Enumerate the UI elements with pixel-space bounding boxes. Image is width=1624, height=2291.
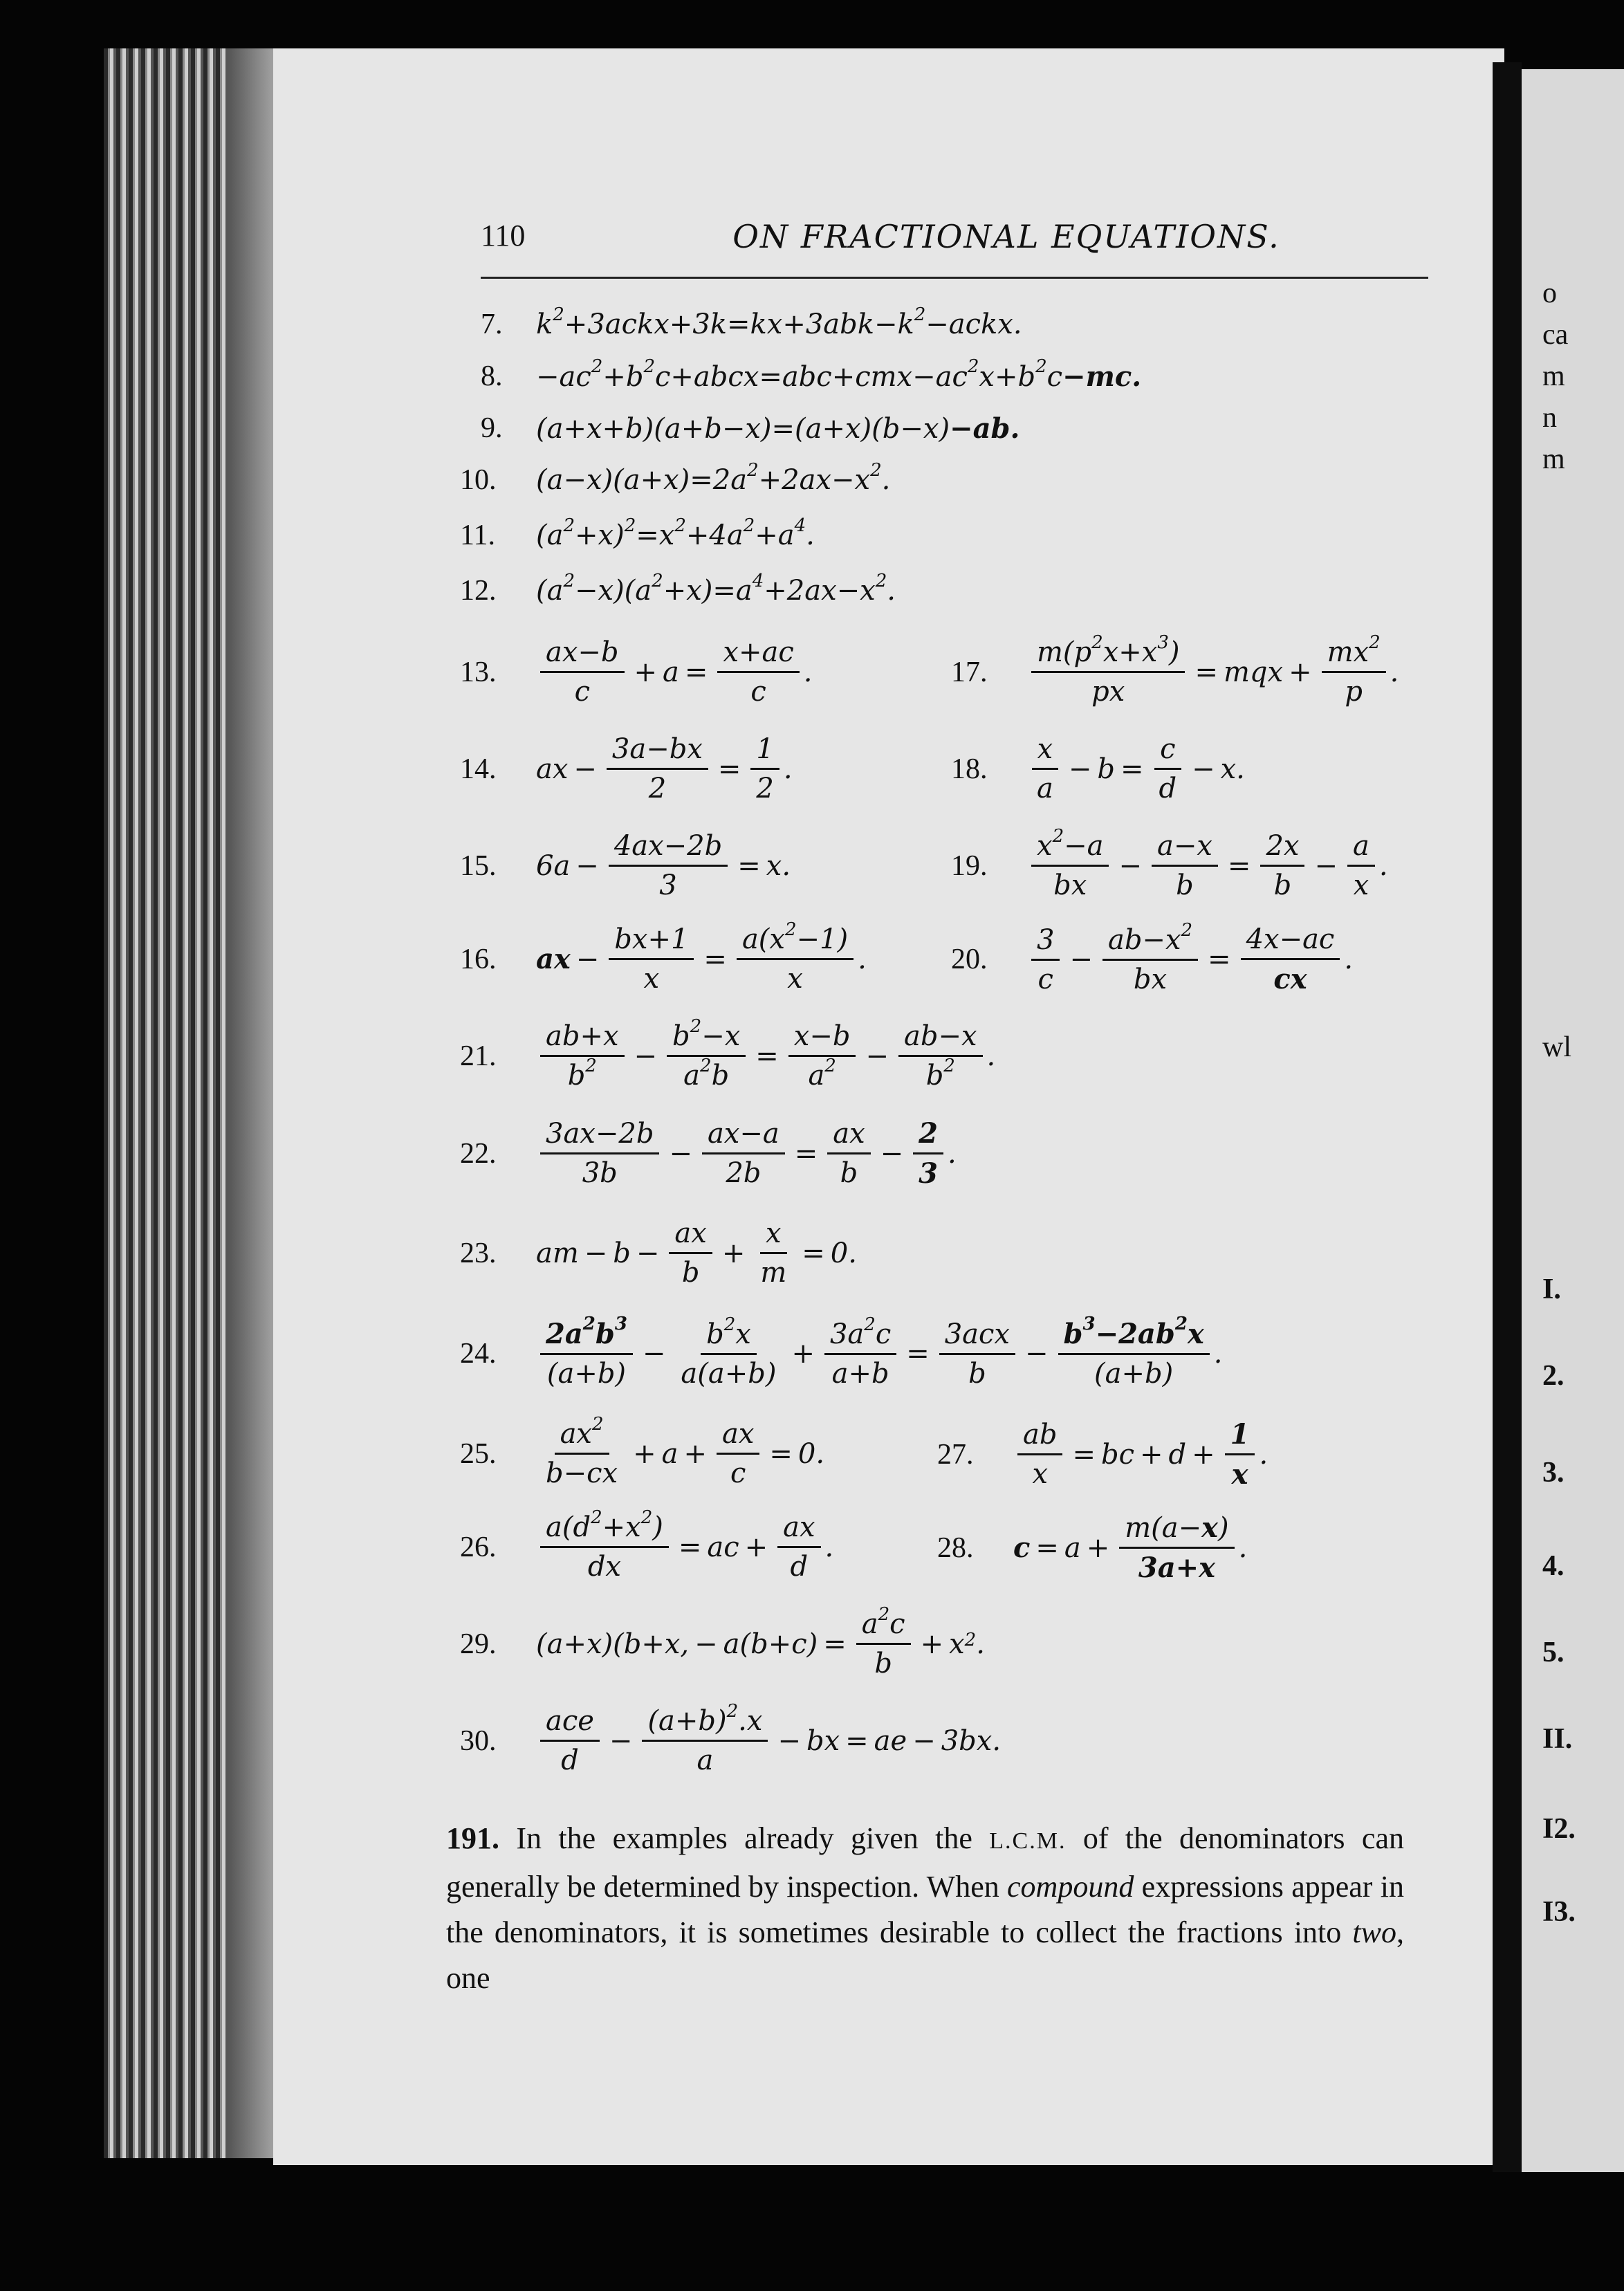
exercise-22: 22. $\frac{3ax-2b}{3b}$ − $\frac{ax-a}{2b}$ = $\frac{ax}{b}$ − $\frac{2}{3}$ . <box>460 1117 957 1190</box>
exercise-29: 29. (a+x)(b+x, − a(b+c) = $\frac{a^2c}{b}$ + x $^2$ . <box>460 1604 985 1680</box>
fragment-text: I2. <box>1542 1813 1576 1845</box>
exercise-number: 29. <box>460 1628 497 1660</box>
fragment-text: I. <box>1542 1273 1561 1305</box>
section-number: 191. <box>446 1821 499 1855</box>
fraction: $\frac{\text{ace}}{d}$ <box>540 1705 600 1776</box>
fraction: $\frac{3a-bx}{2}$ <box>607 733 708 804</box>
exercise-17: 17. $\frac{m(p^2x+x^3)}{px}$ = mqx + $\frac{mx^2}{p}$ . <box>951 632 1399 708</box>
header-rule <box>481 277 1428 279</box>
exercise-number: 15. <box>460 849 497 882</box>
fraction: $\frac{3a^2c}{a+b}$ <box>824 1318 896 1390</box>
fraction: $\frac{3}{c}$ <box>1031 924 1060 995</box>
exercise-number: 19. <box>951 849 988 882</box>
fraction: $\frac{ab+x}{b^2}$ <box>540 1020 625 1092</box>
fraction: $\frac{2}{3}$ <box>913 1117 943 1190</box>
fraction: $\frac{mx^2}{p}$ <box>1322 636 1386 708</box>
exercise-number: 24. <box>460 1338 497 1370</box>
exercise-19: 19. $\frac{x^2-a}{bx}$ − $\frac{a-x}{b}$ = $\frac{2x}{b}$ − $\frac{a}{x}$ . <box>951 826 1388 901</box>
paragraph-191 <box>446 1816 1404 2001</box>
equation: $-ac^2+b^2c+abcx=abc+cmx-ac^2x+b^2c-mc$. <box>536 356 1142 393</box>
fraction: $\frac{1}{x}$ <box>1225 1418 1255 1491</box>
exercise-26: 26. $\frac{a(d^2+x^2)}{dx}$ = ac + $\frac{ax}{d}$ . <box>460 1507 834 1583</box>
fraction: $\frac{\text{3acx}}{b}$ <box>939 1318 1015 1390</box>
page-number: 110 <box>481 219 526 252</box>
fraction: $\frac{ab}{x}$ <box>1017 1419 1062 1490</box>
fraction: $\frac{3ax-2b}{3b}$ <box>540 1118 659 1189</box>
fraction: $\frac{a-x}{b}$ <box>1152 830 1218 901</box>
exercise-10 <box>460 460 891 497</box>
exercise-number: 9. <box>481 412 503 444</box>
exercise-23: 23. am − b − $\frac{ax}{b}$ + $\frac{x}{m}$ = 0. <box>460 1217 857 1289</box>
fraction: $\frac{b^2-x}{a^2b}$ <box>667 1020 746 1092</box>
fraction: $\frac{ab-x^2}{bx}$ <box>1102 924 1198 995</box>
exercise-15: 15. 6a − $\frac{4ax-2b}{3}$ = x. <box>460 830 791 901</box>
fraction: $\frac{1}{2}$ <box>750 733 779 804</box>
fraction: $\frac{a(x^2-1)}{x}$ <box>737 923 853 995</box>
fraction: $\frac{m(p^2x+x^3)}{px}$ <box>1031 636 1185 708</box>
fraction: $\frac{2a^2b^3}{(a+b)}$ <box>540 1318 633 1390</box>
exercise-14: 14. ax − $\frac{3a-bx}{2}$ = $\frac{1}{2}$ . <box>460 733 793 804</box>
paragraph-text: , one <box>446 1915 1404 1995</box>
equation: $(a-x)(a+x)=2a^2+2ax-x^2$. <box>536 460 891 496</box>
fragment-text: I3. <box>1542 1896 1576 1928</box>
exercise-number: 14. <box>460 753 497 785</box>
fraction: $\frac{4ax-2b}{3}$ <box>609 830 728 901</box>
exercise-number: 30. <box>460 1724 497 1757</box>
exercise-16: 16. ax − $\frac{bx+1}{x}$ = $\frac{a(x^2-1)}{x}$ . <box>460 919 867 995</box>
fragment-text: 3. <box>1542 1457 1565 1489</box>
fraction: $\frac{x}{a}$ <box>1031 733 1059 804</box>
exercise-number: 28. <box>937 1531 974 1564</box>
fragment-text: wl <box>1542 1031 1571 1063</box>
exercise-11 <box>460 515 815 552</box>
equation: $(a^2-x)(a^2+x)=a^4+2ax-x^2$. <box>536 571 896 607</box>
paragraph-text: In the examples already given the <box>499 1821 990 1855</box>
exercise-24: 24. $\frac{2a^2b^3}{(a+b)}$ − $\frac{b^2x}{a(a+b)}$ + $\frac{3a^2c}{a+b}$ = $\frac{\text{3acx}}{b}$ − $\frac{b^3-2ab^2x}{(a+b)}$ . <box>460 1314 1223 1390</box>
emphasis: compound <box>1007 1870 1134 1904</box>
exercise-number: 25. <box>460 1437 497 1470</box>
paragraph-text: expressions appear in the denominators, it is sometimes desirable to collect the fractions into <box>446 1870 1404 1949</box>
exercise-number: 11. <box>460 519 495 551</box>
fraction: $\frac{4x-ac}{cx}$ <box>1241 923 1340 995</box>
exercise-20: 20. $\frac{3}{c}$ − $\frac{ab-x^2}{bx}$ = $\frac{4x-ac}{cx}$ . <box>951 919 1354 995</box>
fraction: $\frac{ax}{d}$ <box>777 1511 820 1583</box>
exercise-28: 28. c = a + $\frac{m(a-x)}{3a+x}$ . <box>937 1511 1248 1584</box>
fraction: $\frac{ax^2}{b-cx}$ <box>546 1414 618 1489</box>
exercise-number: 17. <box>951 656 988 688</box>
exercise-number: 7. <box>481 309 503 340</box>
fraction: $\frac{ax}{c}$ <box>717 1418 759 1489</box>
fraction: $\frac{a^2c}{b}$ <box>856 1608 911 1680</box>
fraction: $\frac{x}{m}$ <box>760 1217 787 1289</box>
exercise-21: 21. $\frac{ab+x}{b^2}$ − $\frac{b^2-x}{a^2b}$ = $\frac{x-b}{a^2}$ − $\frac{ab-x}{b^2}$ . <box>460 1016 996 1092</box>
fragment-text: 4. <box>1542 1550 1565 1582</box>
lcm-abbreviation: L.C.M. <box>989 1828 1067 1854</box>
equation: $(a^2+x)^2=x^2+4a^2+a^4$. <box>536 515 815 551</box>
fraction: $\frac{x-b}{a^2}$ <box>788 1020 856 1092</box>
exercise-number: 18. <box>951 753 988 785</box>
exercise-number: 13. <box>460 656 497 688</box>
fraction: $\frac{a(d^2+x^2)}{dx}$ <box>540 1511 669 1583</box>
fraction: $\frac{x+ac}{c}$ <box>717 636 799 708</box>
exercise-number: 10. <box>460 464 497 496</box>
fragment-text: n <box>1542 402 1557 434</box>
page-gutter <box>1493 62 1522 2172</box>
page-header <box>481 166 1449 255</box>
exercise-13: 13. $\frac{ax-b}{c}$ + a = $\frac{x+ac}{c}$ . <box>460 636 813 708</box>
exercise-number: 16. <box>460 943 497 975</box>
equation: $k^2+3ackx+3k=kx+3abk-k^2-ackx$. <box>536 304 1022 340</box>
exercise-number: 12. <box>460 575 497 607</box>
fraction: $\frac{b^3-2ab^2x}{(a+b)}$ <box>1058 1318 1210 1390</box>
emphasis: two <box>1352 1915 1396 1949</box>
exercise-18: 18. $\frac{x}{a}$ − b = $\frac{c}{d}$ − x. <box>951 733 1245 804</box>
exercise-12 <box>460 571 896 607</box>
exercise-25: 25. $\frac{ax^2}{b-cx}$ + a + $\frac{ax}{c}$ = 0. <box>460 1414 825 1489</box>
fraction: $\frac{x^2-a}{bx}$ <box>1031 830 1109 901</box>
fraction: $\frac{c}{d}$ <box>1154 733 1183 804</box>
fraction: $\frac{ax-b}{c}$ <box>540 636 625 708</box>
exercise-27: 27. $\frac{ab}{x}$ = bc + d + $\frac{1}{x}$ . <box>937 1418 1268 1491</box>
running-title: ON FRACTIONAL EQUATIONS. <box>732 218 1280 255</box>
exercise-number: 22. <box>460 1137 497 1170</box>
fragment-text: ca <box>1542 319 1569 351</box>
fragment-text: II. <box>1542 1723 1573 1755</box>
exercise-number: 26. <box>460 1531 497 1563</box>
fraction: $\frac{2x}{b}$ <box>1260 830 1304 901</box>
fraction: $\frac{bx+1}{x}$ <box>609 923 694 995</box>
fragment-text: 5. <box>1542 1637 1565 1668</box>
exercise-number: 21. <box>460 1040 497 1072</box>
fragment-text: 2. <box>1542 1360 1565 1392</box>
fraction: $\frac{m(a-x)}{3a+x}$ <box>1119 1511 1234 1584</box>
fraction: $\frac{(a+b)^2.x}{a}$ <box>642 1705 768 1776</box>
fraction: $\frac{ax}{b}$ <box>827 1118 870 1189</box>
fraction: $\frac{ab-x}{b^2}$ <box>898 1020 983 1092</box>
facing-page-fragment <box>1522 69 1624 2172</box>
exercise-number: 20. <box>951 944 988 975</box>
exercise-7 <box>481 304 1022 341</box>
book-page <box>273 48 1504 2165</box>
fraction: $\frac{a}{x}$ <box>1347 830 1375 901</box>
fraction: $\frac{b^2x}{a(a+b)}$ <box>681 1314 777 1390</box>
equation: (a+x+b)(a+b−x)=(a+x)(b−x)−ab. <box>536 412 1020 445</box>
fraction: $\frac{ax-a}{2b}$ <box>702 1118 785 1189</box>
fragment-text: m <box>1542 443 1565 475</box>
exercise-8 <box>481 356 1142 393</box>
exercise-9 <box>481 412 1019 445</box>
fragment-text: m <box>1542 360 1565 392</box>
exercise-number: 8. <box>481 360 503 392</box>
exercise-30: 30. $\frac{\text{ace}}{d}$ − $\frac{(a+b)^2.x}{a}$ − bx = ae − 3bx. <box>460 1701 1002 1776</box>
exercise-number: 27. <box>937 1438 974 1471</box>
exercise-number: 23. <box>460 1237 497 1269</box>
fraction: $\frac{ax}{b}$ <box>669 1217 712 1289</box>
paragraph-text: of the denominators can generally be determined by inspection. When <box>446 1821 1404 1904</box>
fragment-text: o <box>1542 277 1557 309</box>
